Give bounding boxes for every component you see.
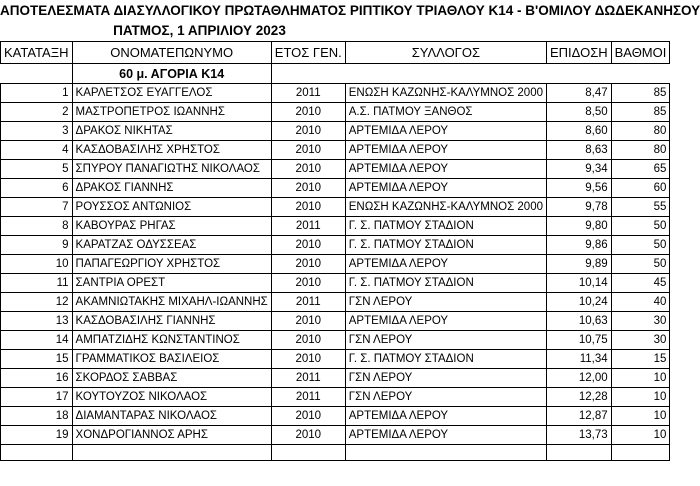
- cell-birth-year: 2010: [271, 350, 345, 369]
- cell-performance: 9,80: [547, 217, 612, 236]
- cell-club: ΕΝΩΣΗ ΚΑΖΩΝΗΣ-ΚΑΛΥΜΝΟΣ 2000: [345, 198, 546, 217]
- cell-name: ΚΑΒΟΥΡΑΣ ΡΗΓΑΣ: [72, 217, 271, 236]
- cell-club: ΑΡΤΕΜΙΔΑ ΛΕΡΟΥ: [345, 179, 546, 198]
- empty-cell: [72, 445, 271, 461]
- cell-performance: 10,75: [547, 331, 612, 350]
- event-date-subtitle: ΠΑΤΜΟΣ, 1 ΑΠΡΙΛΙΟΥ 2023: [113, 23, 286, 38]
- cell-birth-year: 2011: [271, 293, 345, 312]
- cell-birth-year: 2010: [271, 274, 345, 293]
- cell-points: 45: [611, 274, 670, 293]
- table-row: [1, 312, 670, 331]
- cell-rank: 16: [1, 369, 73, 388]
- cell-rank: 10: [1, 255, 73, 274]
- cell-name: ΣΚΟΡΔΟΣ ΣΑΒΒΑΣ: [72, 369, 271, 388]
- cell-birth-year: 2010: [271, 236, 345, 255]
- cell-points: 50: [611, 236, 670, 255]
- cell-rank: 15: [1, 350, 73, 369]
- empty-cell: [547, 445, 612, 461]
- cell-name: ΔΙΑΜΑΝΤΑΡΑΣ ΝΙΚΟΛΑΟΣ: [72, 407, 271, 426]
- table-row: [1, 236, 670, 255]
- cell-performance: 10,24: [547, 293, 612, 312]
- empty-row: [1, 445, 670, 461]
- cell-rank: 14: [1, 331, 73, 350]
- cell-rank: 19: [1, 426, 73, 445]
- cell-performance: 9,86: [547, 236, 612, 255]
- cell-club: ΓΣΝ ΛΕΡΟΥ: [345, 369, 546, 388]
- cell-performance: 12,87: [547, 407, 612, 426]
- cell-rank: 2: [1, 103, 73, 122]
- category-spacer: [611, 64, 670, 84]
- cell-performance: 9,78: [547, 198, 612, 217]
- cell-name: ΚΑΡΛΕΤΣΟΣ ΕΥΑΓΓΕΛΟΣ: [72, 84, 271, 103]
- cell-rank: 8: [1, 217, 73, 236]
- table-row: [1, 198, 670, 217]
- cell-rank: 6: [1, 179, 73, 198]
- table-row: [1, 141, 670, 160]
- cell-rank: 9: [1, 236, 73, 255]
- cell-rank: 18: [1, 407, 73, 426]
- cell-points: 10: [611, 388, 670, 407]
- cell-name: ΔΡΑΚΟΣ ΝΙΚΗΤΑΣ: [72, 122, 271, 141]
- cell-club: Α.Σ. ΠΑΤΜΟΥ ΞΑΝΘΟΣ: [345, 103, 546, 122]
- empty-cell: [271, 445, 345, 461]
- cell-name: ΜΑΣΤΡΟΠΕΤΡΟΣ ΙΩΑΝΝΗΣ: [72, 103, 271, 122]
- cell-name: ΚΑΡΑΤΖΑΣ ΟΔΥΣΣΕΑΣ: [72, 236, 271, 255]
- cell-points: 10: [611, 407, 670, 426]
- cell-points: 30: [611, 312, 670, 331]
- cell-club: ΑΡΤΕΜΙΔΑ ΛΕΡΟΥ: [345, 255, 546, 274]
- table-row: [1, 293, 670, 312]
- cell-name: ΣΑΝΤΡΙΑ ΟΡΕΣΤ: [72, 274, 271, 293]
- cell-performance: 11,34: [547, 350, 612, 369]
- cell-club: ΓΣΝ ΛΕΡΟΥ: [345, 388, 546, 407]
- table-row: [1, 84, 670, 103]
- cell-performance: 10,63: [547, 312, 612, 331]
- cell-rank: 11: [1, 274, 73, 293]
- cell-performance: 9,56: [547, 179, 612, 198]
- cell-club: ΑΡΤΕΜΙΔΑ ΛΕΡΟΥ: [345, 141, 546, 160]
- cell-club: Γ. Σ. ΠΑΤΜΟΥ ΣΤΑΔΙΟΝ: [345, 217, 546, 236]
- cell-club: ΓΣΝ ΛΕΡΟΥ: [345, 293, 546, 312]
- cell-birth-year: 2010: [271, 407, 345, 426]
- cell-points: 65: [611, 160, 670, 179]
- cell-birth-year: 2010: [271, 312, 345, 331]
- category-label: 60 μ. ΑΓΟΡΙΑ Κ14: [72, 64, 271, 84]
- table-row: [1, 122, 670, 141]
- header-performance: ΕΠΙΔΟΣΗ: [547, 42, 612, 64]
- cell-name: ΑΚΑΜΝΙΩΤΑΚΗΣ ΜΙΧΑΗΛ-ΙΩΑΝΝΗΣ: [72, 293, 271, 312]
- cell-club: ΑΡΤΕΜΙΔΑ ΛΕΡΟΥ: [345, 407, 546, 426]
- cell-rank: 13: [1, 312, 73, 331]
- table-row: [1, 274, 670, 293]
- empty-cell: [611, 445, 670, 461]
- category-spacer: [547, 64, 612, 84]
- table-row: [1, 331, 670, 350]
- header-rank: ΚΑΤΑΤΑΞΗ: [1, 42, 73, 64]
- cell-club: ΑΡΤΕΜΙΔΑ ΛΕΡΟΥ: [345, 426, 546, 445]
- cell-name: ΠΑΠΑΓΕΩΡΓΙΟΥ ΧΡΗΣΤΟΣ: [72, 255, 271, 274]
- empty-cell: [1, 445, 73, 461]
- header-club: ΣΥΛΛΟΓΟΣ: [345, 42, 546, 64]
- cell-points: 80: [611, 141, 670, 160]
- header-points: ΒΑΘΜΟΙ: [611, 42, 670, 64]
- cell-performance: 8,60: [547, 122, 612, 141]
- cell-birth-year: 2010: [271, 255, 345, 274]
- table-row: [1, 217, 670, 236]
- cell-birth-year: 2010: [271, 122, 345, 141]
- cell-rank: 7: [1, 198, 73, 217]
- cell-performance: 9,89: [547, 255, 612, 274]
- cell-rank: 4: [1, 141, 73, 160]
- cell-performance: 8,50: [547, 103, 612, 122]
- table-row: [1, 369, 670, 388]
- cell-performance: 9,34: [547, 160, 612, 179]
- cell-performance: 12,28: [547, 388, 612, 407]
- cell-club: Γ. Σ. ΠΑΤΜΟΥ ΣΤΑΔΙΟΝ: [345, 236, 546, 255]
- cell-club: ΑΡΤΕΜΙΔΑ ΛΕΡΟΥ: [345, 312, 546, 331]
- table-row: [1, 350, 670, 369]
- cell-name: ΚΑΣΔΟΒΑΣΙΛΗΣ ΧΡΗΣΤΟΣ: [72, 141, 271, 160]
- document-title: ΑΠΟΤΕΛΕΣΜΑΤΑ ΔΙΑΣΥΛΛΟΓΙΚΟΥ ΠΡΩΤΑΘΛΗΜΑΤΟΣ ΡΙΠΤΙΚΟΥ ΤΡΙΑΘΛΟΥ Κ14 - Β'ΟΜΙΛΟΥ ΔΩΔΕΚΑΝΗΣΟΥ: [0, 3, 700, 18]
- cell-club: ΑΡΤΕΜΙΔΑ ΛΕΡΟΥ: [345, 122, 546, 141]
- cell-performance: 8,63: [547, 141, 612, 160]
- cell-club: Γ. Σ. ΠΑΤΜΟΥ ΣΤΑΔΙΟΝ: [345, 274, 546, 293]
- empty-cell: [345, 445, 546, 461]
- cell-name: ΚΑΣΔΟΒΑΣΙΛΗΣ ΓΙΑΝΝΗΣ: [72, 312, 271, 331]
- header-name: ΟΝΟΜΑΤΕΠΩΝΥΜΟ: [72, 42, 271, 64]
- cell-points: 60: [611, 179, 670, 198]
- cell-points: 10: [611, 426, 670, 445]
- cell-performance: 13,73: [547, 426, 612, 445]
- cell-club: ΑΡΤΕΜΙΔΑ ΛΕΡΟΥ: [345, 160, 546, 179]
- table-row: [1, 255, 670, 274]
- cell-club: ΕΝΩΣΗ ΚΑΖΩΝΗΣ-ΚΑΛΥΜΝΟΣ 2000: [345, 84, 546, 103]
- cell-name: ΧΟΝΔΡΟΓΙΑΝΝΟΣ ΑΡΗΣ: [72, 426, 271, 445]
- cell-points: 10: [611, 369, 670, 388]
- cell-birth-year: 2010: [271, 141, 345, 160]
- cell-birth-year: 2010: [271, 426, 345, 445]
- cell-birth-year: 2011: [271, 388, 345, 407]
- table-row: [1, 407, 670, 426]
- cell-birth-year: 2010: [271, 198, 345, 217]
- cell-name: ΔΡΑΚΟΣ ΓΙΑΝΝΗΣ: [72, 179, 271, 198]
- cell-club: Γ. Σ. ΠΑΤΜΟΥ ΣΤΑΔΙΟΝ: [345, 350, 546, 369]
- cell-points: 30: [611, 331, 670, 350]
- cell-rank: 17: [1, 388, 73, 407]
- category-spacer: [1, 64, 73, 84]
- cell-points: 50: [611, 255, 670, 274]
- cell-rank: 12: [1, 293, 73, 312]
- cell-points: 40: [611, 293, 670, 312]
- cell-birth-year: 2010: [271, 331, 345, 350]
- cell-points: 80: [611, 122, 670, 141]
- cell-birth-year: 2011: [271, 369, 345, 388]
- cell-rank: 1: [1, 84, 73, 103]
- category-row: [1, 64, 670, 84]
- category-spacer: [345, 64, 546, 84]
- cell-birth-year: 2011: [271, 84, 345, 103]
- cell-points: 85: [611, 84, 670, 103]
- table-row: [1, 426, 670, 445]
- category-spacer: [271, 64, 345, 84]
- results-table: [0, 41, 670, 461]
- cell-rank: 5: [1, 160, 73, 179]
- cell-name: ΣΠΥΡΟΥ ΠΑΝΑΓΙΩΤΗΣ ΝΙΚΟΛΑΟΣ: [72, 160, 271, 179]
- cell-points: 55: [611, 198, 670, 217]
- cell-performance: 12,00: [547, 369, 612, 388]
- table-row: [1, 103, 670, 122]
- cell-rank: 3: [1, 122, 73, 141]
- header-row: [1, 42, 670, 64]
- cell-name: ΡΟΥΣΣΟΣ ΑΝΤΩΝΙΟΣ: [72, 198, 271, 217]
- cell-points: 50: [611, 217, 670, 236]
- cell-birth-year: 2010: [271, 103, 345, 122]
- cell-birth-year: 2011: [271, 217, 345, 236]
- cell-club: ΓΣΝ ΛΕΡΟΥ: [345, 331, 546, 350]
- cell-performance: 10,14: [547, 274, 612, 293]
- table-row: [1, 160, 670, 179]
- table-row: [1, 179, 670, 198]
- table-row: [1, 388, 670, 407]
- cell-name: ΓΡΑΜΜΑΤΙΚΟΣ ΒΑΣΙΛΕΙΟΣ: [72, 350, 271, 369]
- header-birth-year: ΕΤΟΣ ΓΕΝ.: [271, 42, 345, 64]
- cell-birth-year: 2010: [271, 179, 345, 198]
- cell-points: 15: [611, 350, 670, 369]
- cell-birth-year: 2010: [271, 160, 345, 179]
- cell-points: 85: [611, 103, 670, 122]
- cell-performance: 8,47: [547, 84, 612, 103]
- cell-name: ΚΟΥΤΟΥΖΟΣ ΝΙΚΟΛΑΟΣ: [72, 388, 271, 407]
- cell-name: ΑΜΠΑΤΖΙΔΗΣ ΚΩΝΣΤΑΝΤΙΝΟΣ: [72, 331, 271, 350]
